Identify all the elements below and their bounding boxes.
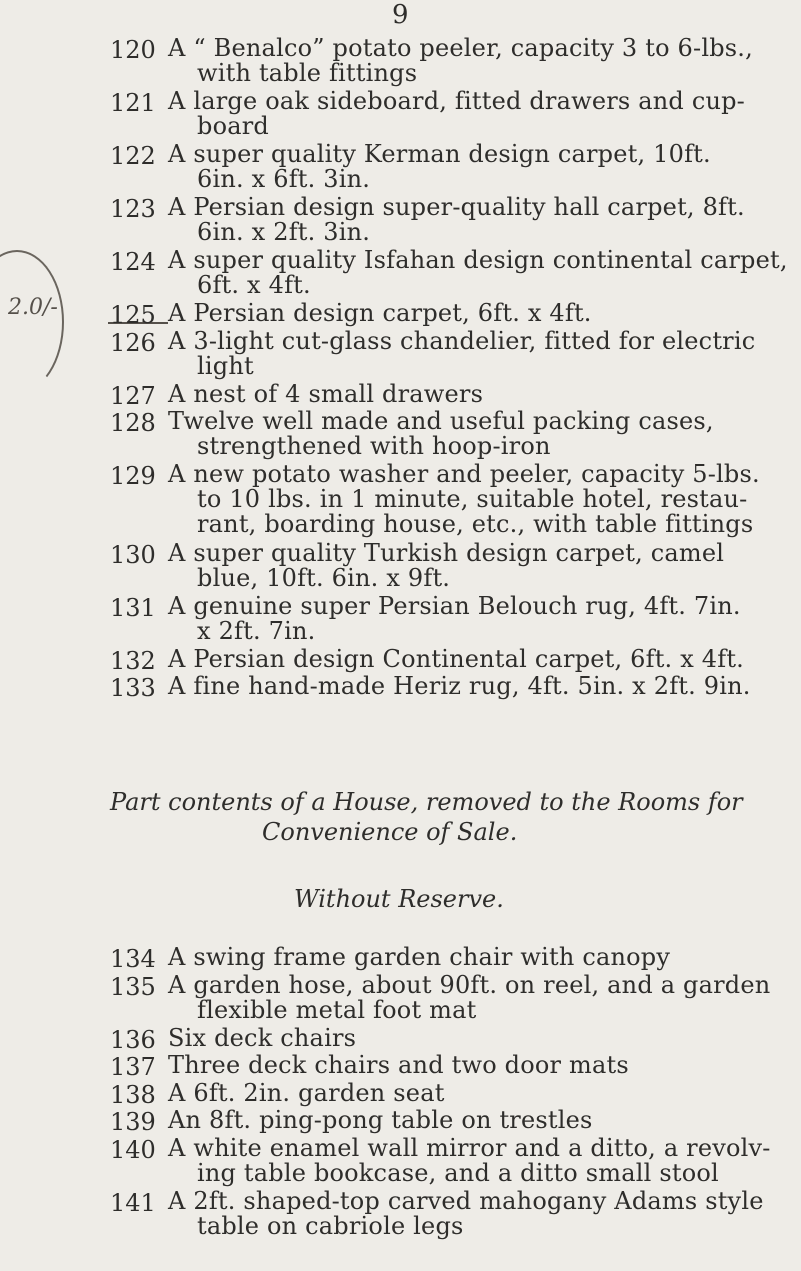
lot-number: 138 bbox=[110, 1080, 156, 1109]
lot-description-line: to 10 lbs. in 1 minute, suitable hotel, restau- bbox=[197, 485, 748, 513]
lot-description bbox=[168, 1133, 798, 1187]
lot-description-line: Twelve well made and useful packing cases, bbox=[168, 407, 714, 435]
lot-description-line: A “ Benalco” potato peeler, capacity 3 to 6-lbs., bbox=[168, 34, 753, 62]
lot-description-line: rant, boarding house, etc., with table fittings bbox=[197, 510, 754, 538]
lot-description-line: ing table bookcase, and a ditto small stool bbox=[197, 1158, 719, 1187]
lot-description bbox=[168, 462, 798, 537]
lot-description-line: A large oak sideboard, fitted drawers and cup- bbox=[168, 87, 745, 115]
lot-number: 120 bbox=[110, 36, 156, 64]
lot-description-line: 6in. x 2ft. 3in. bbox=[197, 218, 371, 246]
lot-number: 130 bbox=[110, 540, 156, 569]
lot-number: 123 bbox=[110, 195, 156, 223]
lot-number: 126 bbox=[110, 328, 156, 357]
lot-description bbox=[168, 1053, 798, 1078]
lot-number: 131 bbox=[110, 593, 156, 622]
lot-description-line: A fine hand-made Heriz rug, 4ft. 5in. x 2ft. 9in. bbox=[168, 672, 751, 700]
lot-description-line: A super quality Turkish design carpet, camel bbox=[168, 538, 725, 567]
lot-description-line: A Persian design carpet, 6ft. x 4ft. bbox=[168, 299, 592, 327]
without-reserve-note: Without Reserve. bbox=[294, 885, 504, 913]
lot-description-line: A super quality Kerman design carpet, 10ft. bbox=[168, 140, 711, 168]
lot-description-line: A garden hose, about 90ft. on reel, and a garden bbox=[168, 970, 771, 999]
lot-number: 132 bbox=[110, 646, 156, 675]
page-number: 9 bbox=[392, 0, 409, 30]
lot-number: 136 bbox=[110, 1025, 156, 1054]
lot-description-line: A new potato washer and peeler, capacity 5-lbs. bbox=[168, 460, 760, 488]
lot-description-line: A swing frame garden chair with canopy bbox=[168, 943, 671, 971]
lot-description-line: board bbox=[197, 112, 269, 140]
lot-number: 137 bbox=[110, 1053, 156, 1081]
lot-description-line: A genuine super Persian Belouch rug, 4ft. 7in. bbox=[168, 591, 741, 620]
lot-description bbox=[168, 409, 798, 459]
lot-number: 141 bbox=[110, 1188, 156, 1217]
pencil-margin-mark bbox=[0, 250, 64, 394]
lot-description-line: An 8ft. ping-pong table on trestles bbox=[168, 1106, 593, 1134]
lot-description bbox=[168, 142, 798, 192]
lot-description bbox=[168, 89, 798, 139]
lot-description bbox=[168, 1186, 798, 1240]
lot-description bbox=[168, 644, 798, 673]
lot-description bbox=[168, 1078, 798, 1107]
lot-number: 134 bbox=[110, 945, 156, 973]
lot-description bbox=[168, 326, 798, 380]
lot-description-line: with table fittings bbox=[197, 59, 418, 87]
lot-description-line: A white enamel wall mirror and a ditto, a revolv- bbox=[168, 1133, 771, 1162]
lot-description bbox=[168, 674, 798, 699]
lot-description-line: 6in. x 6ft. 3in. bbox=[197, 165, 371, 193]
lot-description bbox=[168, 248, 798, 298]
lot-description-line: A nest of 4 small drawers bbox=[168, 379, 484, 408]
lot-number: 121 bbox=[110, 89, 156, 117]
lot-number: 139 bbox=[110, 1108, 156, 1136]
lot-description bbox=[168, 591, 798, 645]
lot-number: 125 bbox=[110, 301, 156, 329]
lot-number: 124 bbox=[110, 248, 156, 276]
lot-number: 135 bbox=[110, 972, 156, 1001]
lot-description bbox=[168, 970, 798, 1024]
section-heading-sub: Convenience of Sale. bbox=[262, 818, 518, 846]
lot-description bbox=[168, 379, 798, 408]
lot-number: 127 bbox=[110, 381, 156, 410]
lot-description-line: 6ft. x 4ft. bbox=[197, 271, 311, 299]
lot-description-line: blue, 10ft. 6in. x 9ft. bbox=[197, 563, 451, 592]
lot-description-line: flexible metal foot mat bbox=[197, 995, 477, 1024]
lot-description-line: A Persian design super-quality hall carpet, 8ft. bbox=[168, 193, 745, 221]
lot-description-line: A 6ft. 2in. garden seat bbox=[168, 1078, 445, 1107]
lot-description-line: A 2ft. shaped-top carved mahogany Adams style bbox=[168, 1186, 764, 1215]
lot-number: 122 bbox=[110, 142, 156, 170]
lot-description bbox=[168, 538, 798, 592]
lot-description bbox=[168, 945, 798, 970]
lot-description-line: Six deck chairs bbox=[168, 1023, 357, 1052]
lot-number: 128 bbox=[110, 409, 156, 437]
lot-description bbox=[168, 195, 798, 245]
lot-description-line: x 2ft. 7in. bbox=[197, 616, 316, 645]
lot-description-line: Three deck chairs and two door mats bbox=[168, 1051, 629, 1079]
lot-description-line: A super quality Isfahan design continental carpet, bbox=[168, 246, 788, 274]
lot-number: 133 bbox=[110, 674, 156, 702]
lot-number: 129 bbox=[110, 462, 156, 490]
lot-description bbox=[168, 1023, 798, 1052]
lot-description-line: A 3-light cut-glass chandelier, fitted for electric bbox=[168, 326, 756, 355]
lot-description-line: strengthened with hoop-iron bbox=[197, 432, 551, 460]
lot-number: 140 bbox=[110, 1135, 156, 1164]
lot-description bbox=[168, 301, 798, 326]
lot-description-line: table on cabriole legs bbox=[197, 1211, 464, 1240]
lot-description-line: A Persian design Continental carpet, 6ft. x 4ft. bbox=[168, 644, 745, 673]
lot-description bbox=[168, 1108, 798, 1133]
lot-description bbox=[168, 36, 798, 86]
margin-annotation: 2.0/- bbox=[8, 295, 58, 320]
lot-description-line: light bbox=[197, 351, 254, 380]
section-heading: Part contents of a House, removed to the Rooms for bbox=[110, 788, 743, 816]
